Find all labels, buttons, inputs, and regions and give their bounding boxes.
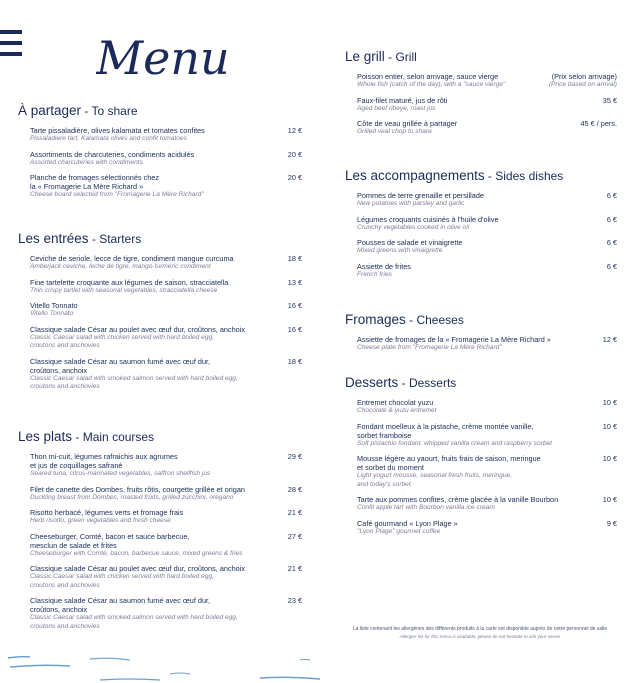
item-name: Fondant moelleux à la pistache, crème montée vanille, sorbet framboise	[357, 421, 534, 440]
item-price: 21 €	[287, 564, 302, 573]
item-name: Ceviche de seriole, lecce de tigre, condiment mangue curcuma	[30, 254, 234, 263]
menu-toggle-button[interactable]	[0, 30, 24, 66]
section-title-en: Grill	[395, 50, 417, 64]
menu-item	[30, 301, 302, 319]
item-price: 23 €	[287, 596, 302, 605]
item-price: 18 €	[287, 254, 302, 263]
menu-item	[30, 564, 302, 590]
item-price: 20 €	[287, 173, 302, 182]
item-price: (Prix selon arrivage)	[551, 72, 617, 81]
section-main-courses	[18, 428, 302, 637]
item-price: 20 €	[287, 149, 302, 159]
item-price: 13 €	[287, 277, 302, 287]
section-title: Les entrées - Starters	[18, 231, 142, 246]
section-title: Les accompagnements - Sides dishes	[345, 168, 564, 183]
menu-item	[30, 485, 302, 503]
item-list	[357, 72, 617, 137]
item-price: 35 €	[602, 95, 617, 105]
item-name: Assortiments de charcuteries, condiments acidulés	[30, 149, 195, 159]
menu-item	[357, 335, 617, 353]
menu-item	[30, 278, 302, 296]
item-name: Assiette de frites	[357, 261, 411, 271]
menu-item	[357, 96, 617, 114]
item-price: 16 €	[287, 301, 302, 310]
menu-item	[30, 150, 302, 168]
item-name: Pommes de terre grenaille et persillade	[357, 191, 484, 200]
item-price: 12 €	[602, 335, 617, 344]
section-starters	[18, 230, 302, 398]
menu-item	[357, 215, 617, 233]
menu-item	[30, 452, 302, 479]
section-title-fr: Les accompagnements	[345, 168, 485, 183]
hamburger-icon	[0, 30, 22, 34]
item-description: Cheeseburger with Comté, bacon, barbecue sauce, mixed greens & fries	[30, 549, 243, 557]
item-description: Vitello Tonnato	[30, 310, 74, 317]
item-price: 18 €	[287, 356, 302, 366]
item-description: "Lyon Plage" gourmet coffee	[357, 527, 441, 535]
section-desserts	[345, 374, 617, 542]
section-cheeses	[345, 311, 617, 359]
allergen-note-en: Allergen list for this menu is available, please do not hesitate to ask your server	[399, 634, 561, 639]
item-price: 45 € / pers.	[580, 119, 617, 128]
section-title-fr: Desserts	[345, 375, 399, 390]
section-title-en: Desserts	[408, 376, 457, 390]
item-price: 10 €	[602, 398, 617, 407]
item-name: Thon mi-cuit, légumes rafraichis aux agrumes et jus de coquillages safrané	[30, 452, 178, 470]
section-to-share	[18, 102, 302, 206]
menu-item	[357, 454, 617, 489]
section-title-fr: Les plats	[18, 429, 73, 444]
item-list	[30, 452, 302, 631]
section-title-en: Sides dishes	[495, 169, 564, 183]
item-name: Classique salade César au poulet avec œuf dur, croûtons, anchoix	[30, 564, 245, 573]
logo-text: Menu	[96, 31, 230, 85]
item-price: 16 €	[287, 324, 302, 334]
section-grill	[345, 48, 617, 143]
item-name: Pousses de salade et vinaigrette	[357, 238, 463, 247]
item-list	[30, 254, 302, 392]
item-price: 6 €	[606, 191, 617, 200]
item-description: Duckling breast from Dombes, roasted fruits, grilled zucchini, oregano	[30, 493, 234, 501]
item-description: Cheese board selected from "Fromagerie La Mère Richard"	[30, 191, 204, 198]
menu-item	[30, 126, 302, 144]
menu-item	[30, 173, 302, 200]
item-description: New potatoes with parsley and garlic	[357, 200, 465, 207]
item-description: Assorted charcuteries with condiments	[30, 158, 143, 166]
item-name: Planche de fromages sélectionnés chez la « Fromagerie La Mère Richard »	[30, 173, 159, 191]
item-name: Assiette de fromages de la « Fromagerie La Mère Richard »	[357, 335, 551, 344]
item-price: 27 €	[287, 531, 302, 541]
item-name: Vitello Tonnato	[30, 301, 78, 310]
decorative-wave	[0, 654, 640, 683]
item-description: Cheese plate from "Fromagerie La Mère Richard"	[357, 344, 502, 351]
item-description: Seared tuna, citrus-marinated vegetables, saffron shellfish jus	[30, 470, 211, 477]
item-description: Amberjack ceviche, leche de tigre, mango-turmeric condiment	[30, 263, 211, 270]
item-description: Crunchy vegetables cooked in olive oil	[357, 223, 470, 231]
item-description: Herb risotto, green vegetables and fresh cheese	[30, 517, 171, 524]
item-name: Classique salade César au saumon fumé avec œuf dur, croûtons, anchoix	[30, 596, 211, 614]
section-sides-dishes	[345, 167, 617, 285]
item-price: 10 €	[602, 454, 617, 463]
item-description: Mixed greens with vinaigrette	[357, 247, 443, 254]
section-title-en: Main courses	[82, 430, 155, 444]
section-title-fr: Le grill	[345, 49, 385, 64]
allergen-note-fr: La liste contenant les allergènes des différents produits à la carte est disponible auprès de notre personnel de salle	[352, 626, 608, 632]
item-price: 12 €	[287, 126, 302, 135]
item-description: Aged beef ribeye, roast jus	[357, 104, 436, 112]
item-description: Classic Caesar salad with smoked salmon served with hard boiled egg, croutons and anchovies	[30, 614, 238, 630]
menu-item	[30, 532, 302, 559]
item-name: Classique salade César au saumon fumé avec œuf dur, croûtons, anchoix	[30, 356, 211, 375]
item-name: Classique salade César au poulet avec œuf dur, croûtons, anchoix	[30, 324, 245, 334]
menu-item	[357, 398, 617, 416]
item-name: Poisson entier, selon arrivage, sauce vierge	[357, 72, 499, 81]
section-title-fr: À partager	[18, 103, 82, 118]
section-title-en: Starters	[99, 232, 142, 246]
item-list	[357, 398, 617, 536]
item-name: Entremet chocolat yuzu	[357, 398, 434, 407]
item-price: 21 €	[287, 508, 302, 517]
item-price: 9 €	[606, 518, 617, 528]
item-description: Classic Caesar salad with chicken served with hard boiled egg, croutons and anchovies	[30, 333, 214, 349]
menu-item	[357, 191, 617, 209]
section-title: Fromages - Cheeses	[345, 312, 464, 327]
section-title: Desserts - Desserts	[345, 375, 457, 390]
item-price-note: (Price based on arrival)	[548, 81, 617, 88]
menu-logo	[96, 24, 236, 94]
menu-item	[357, 495, 617, 513]
item-description: Thin crispy tartlet with seasonal vegetables, stracciatella cheese	[30, 286, 218, 294]
menu-item	[30, 325, 302, 351]
item-price: 29 €	[287, 452, 302, 461]
item-description: Soft pistachio fondant, whipped vanilla cream and raspberry sorbet	[357, 439, 552, 447]
item-price: 6 €	[606, 261, 617, 271]
item-list	[357, 191, 617, 279]
menu-item	[357, 72, 617, 90]
menu-item	[357, 262, 617, 280]
item-price: 6 €	[606, 214, 617, 224]
section-title: À partager - To share	[18, 103, 138, 118]
item-description: Classic Caesar salad with smoked salmon served with hard boiled egg, croutons and anchovies	[30, 374, 238, 390]
section-title: Les plats - Main courses	[18, 429, 155, 444]
item-name: Fine tartelette croquante aux légumes de saison, stracciatella	[30, 277, 229, 287]
menu-item	[30, 596, 302, 631]
item-description: Chocolate & yuzu entremet	[357, 407, 437, 414]
item-name: Filet de canette des Dombes, fruits rôtis, courgette grillée et origan	[30, 484, 245, 494]
menu-item	[30, 357, 302, 392]
item-price: 10 €	[602, 495, 617, 504]
item-price: 6 €	[606, 238, 617, 247]
section-title-fr: Fromages	[345, 312, 406, 327]
item-name: Tarte aux pommes confites, crème glacée à la vanille Bourbon	[357, 495, 559, 504]
allergen-footer	[330, 626, 630, 640]
menu-item	[357, 519, 617, 537]
item-name: Côte de veau grillée à partager	[357, 119, 458, 128]
menu-item	[357, 119, 617, 137]
item-name: Mousse légère au yaourt, fruits frais de saison, meringue et sorbet du moment	[357, 454, 541, 472]
item-name: Faux-filet maturé, jus de rôti	[357, 95, 448, 105]
item-name: Légumes croquants cuisinés à l'huile d'olive	[357, 214, 499, 224]
item-description: Classic Caesar salad with chicken served with hard boiled egg, croutons and anchovies	[30, 573, 214, 589]
section-title-en: Cheeses	[416, 313, 464, 327]
item-description: Whole fish (catch of the day), with a "sauce vierge"	[357, 81, 506, 88]
section-title-en: To share	[91, 104, 138, 118]
menu-item	[357, 422, 617, 449]
item-name: Café gourmand « Lyon Plage »	[357, 518, 458, 528]
item-description: French fries	[357, 270, 392, 278]
section-title-fr: Les entrées	[18, 231, 89, 246]
item-description: Confit apple tart with Bourbon vanilla ice cream	[357, 504, 495, 511]
item-description: Grilled veal chop to share	[357, 128, 432, 135]
item-description: Light yogurt mousse, seasonal fresh fruits, meringue, and today's sorbet	[357, 472, 513, 488]
section-title: Le grill - Grill	[345, 49, 417, 64]
menu-item	[30, 508, 302, 526]
item-price: 10 €	[602, 421, 617, 431]
item-name: Cheeseburger, Comté, bacon et sauce barbecue, mesclun de salade et frites	[30, 531, 190, 550]
menu-item	[30, 254, 302, 272]
item-price: 28 €	[287, 484, 302, 494]
item-list	[30, 126, 302, 200]
item-description: Pissaladiere tart, Kalamata olives and confit tomatoes	[30, 135, 187, 142]
menu-item	[357, 238, 617, 256]
item-name: Tarte pissaladière, olives kalamata et tomates confites	[30, 126, 205, 135]
item-list	[357, 335, 617, 353]
item-name: Risotto herbacé, légumes verts et fromage frais	[30, 508, 184, 517]
